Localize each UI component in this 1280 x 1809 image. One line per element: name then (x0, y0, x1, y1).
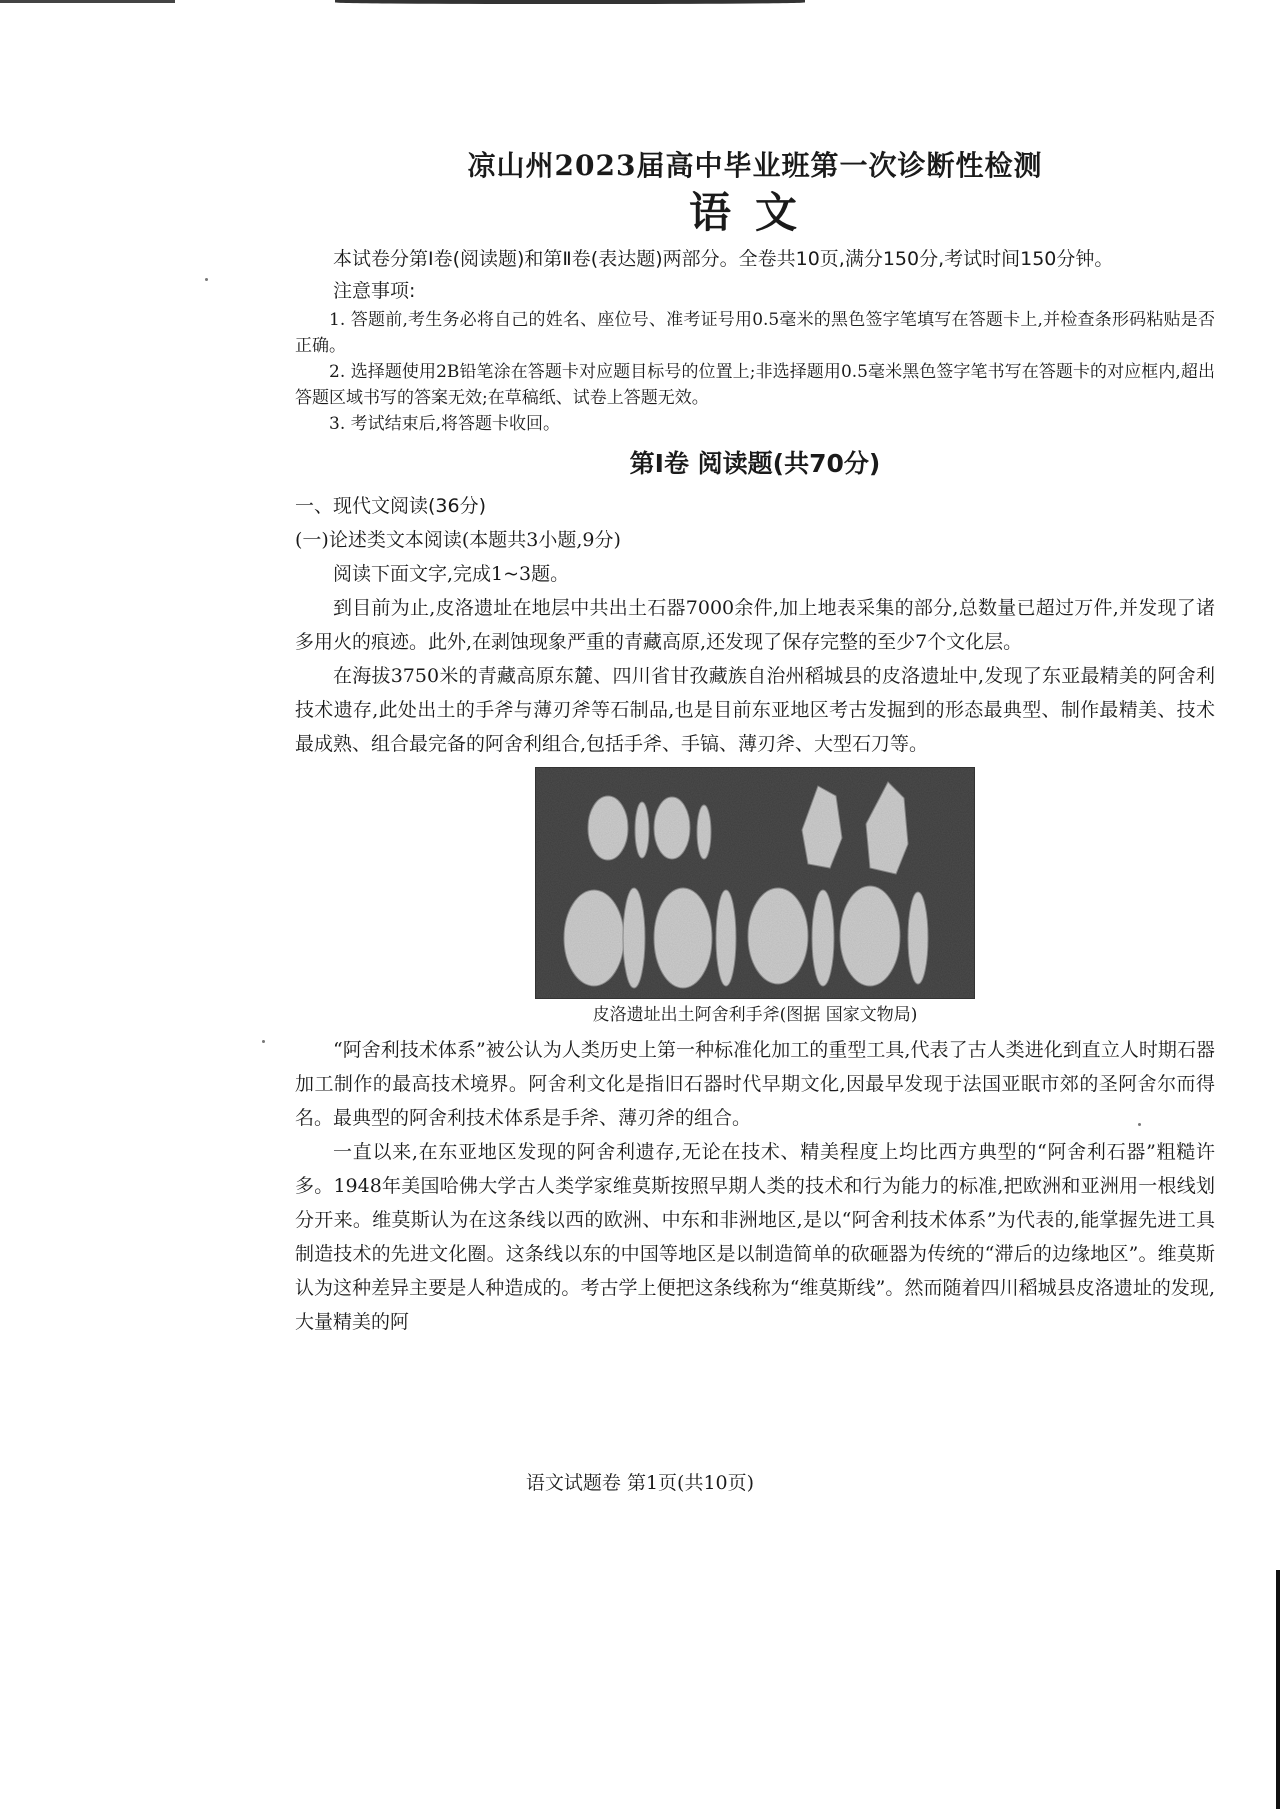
article-paragraph: “阿舍利技术体系”被公认为人类历史上第一种标准化加工的重型工具,代表了古人类进化到直立人时期石器加工制作的最高技术境界。阿舍利文化是指旧石器时代早期文化,因最早发现于法国亚眠市郊的圣阿舍尔而得名。最典型的阿舍利技术体系是手斧、薄刃斧的组合。 (295, 1039, 1215, 1129)
exam-page (295, 145, 1215, 1339)
subject-title: 语文 (688, 188, 821, 237)
figure (535, 767, 975, 1029)
notice-item: 1. 答题前,考生务必将自己的姓名、座位号、准考证号用0.5毫米的黑色签字笔填写在答题卡上,并检查条形码粘贴是否正确。 (295, 310, 1215, 356)
scan-speck (205, 278, 208, 281)
exam-title: 凉山州2023届高中毕业班第一次诊断性检测 (467, 149, 1043, 182)
article-paragraph: 一直以来,在东亚地区发现的阿舍利遗存,无论在技术、精美程度上均比西方典型的“阿舍利石器”粗糙许多。1948年美国哈佛大学古人类学家维莫斯按照早期人类的技术和行为能力的标准,把欧洲和亚洲用一根线划分开来。维莫斯认为在这条线以西的欧洲、中东和非洲地区,是以“阿舍利技术体系”为代表的,能掌握先进工具制造技术的先进文化圈。这条线以东的中国等地区是以制造简单的砍砸器为传统的“滞后的边缘地区”。维莫斯认为这种差异主要是人种造成的。考古学上便把这条线称为“维莫斯线”。然而随着四川稻城县皮洛遗址的发现,大量精美的阿 (295, 1141, 1215, 1333)
article-paragraph: 到目前为止,皮洛遗址在地层中共出土石器7000余件,加上地表采集的部分,总数量已超过万件,并发现了诸多用火的痕迹。此外,在剥蚀现象严重的青藏高原,还发现了保存完整的至少7个文化层。 (295, 597, 1215, 653)
intro-text: 本试卷分第Ⅰ卷(阅读题)和第Ⅱ卷(表达题)两部分。全卷共10页,满分150分,考试时间150分钟。 (333, 248, 1114, 270)
scan-edge-mark (0, 0, 175, 3)
scan-edge-mark (335, 0, 805, 4)
instruction: 阅读下面文字,完成1~3题。 (333, 563, 570, 585)
page-footer: 语文试题卷 第1页(共10页) (525, 1472, 755, 1494)
part-heading: 一、现代文阅读(36分) (295, 495, 487, 517)
figure-caption: 皮洛遗址出土阿舍利手斧(图据 国家文物局) (592, 1005, 918, 1025)
notice-item: 2. 选择题使用2B铅笔涂在答题卡对应题目标号的位置上;非选择题用0.5毫米黑色签字笔书写在答题卡的对应框内,超出答题区域书写的答案无效;在草稿纸、试卷上答题无效。 (295, 362, 1215, 408)
scan-speck (262, 1040, 265, 1043)
article-paragraph: 在海拔3750米的青藏高原东麓、四川省甘孜藏族自治州稻城县的皮洛遗址中,发现了东亚最精美的阿舍利技术遗存,此处出土的手斧与薄刃斧等石制品,也是目前东亚地区考古发掘到的形态最典型、制作最精美、技术最成熟、组合最完备的阿舍利组合,包括手斧、手镐、薄刃斧、大型石刀等。 (295, 665, 1215, 755)
notice-item: 3. 考试结束后,将答题卡收回。 (329, 414, 561, 434)
section-title: 第Ⅰ卷 阅读题(共70分) (629, 449, 881, 478)
stone-tools-photo (535, 767, 975, 999)
scan-edge-mark (1276, 1570, 1280, 1809)
notice-heading: 注意事项: (333, 280, 416, 302)
sub-heading: (一)论述类文本阅读(本题共3小题,9分) (295, 529, 621, 551)
